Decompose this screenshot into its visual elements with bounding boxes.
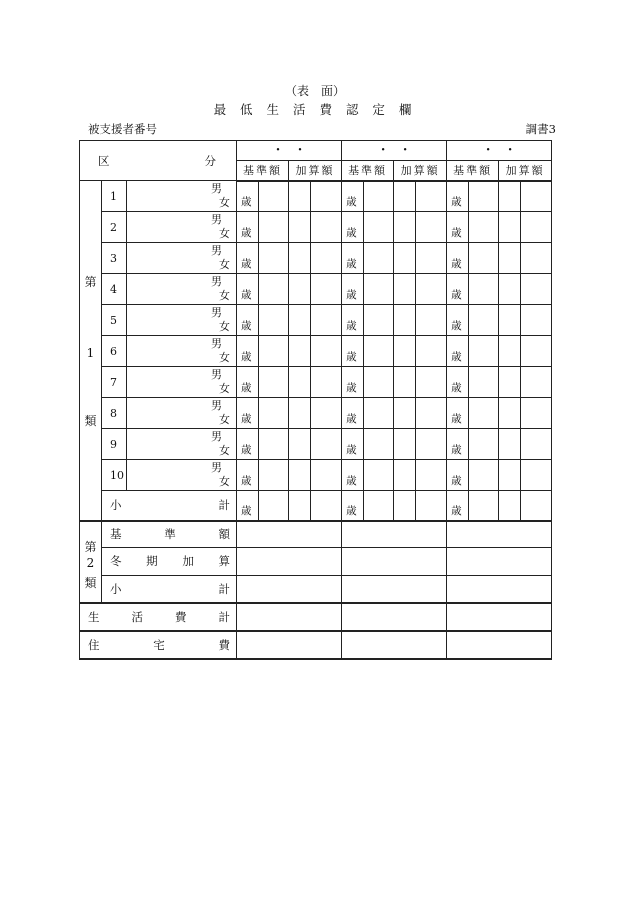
group1-label: 第 1 類: [80, 181, 102, 521]
person-number: 8: [102, 398, 127, 429]
kubun-header: 区 分: [80, 141, 237, 181]
kasan-input-cell[interactable]: [311, 460, 342, 491]
group2-value-cell[interactable]: [447, 548, 552, 575]
kijun-input-cell[interactable]: [469, 429, 499, 460]
kasan-input-cell[interactable]: [394, 212, 416, 243]
kasan-input-cell[interactable]: [521, 336, 552, 367]
person-number: 4: [102, 274, 127, 305]
kijun-input-cell[interactable]: [259, 491, 289, 521]
age-cell[interactable]: 歳: [342, 429, 364, 460]
table-row: [80, 521, 552, 548]
age-cell[interactable]: 歳: [342, 491, 364, 521]
kasan-header-1: 加算額: [289, 161, 342, 181]
kijun-input-cell[interactable]: [364, 305, 394, 336]
kasan-input-cell[interactable]: [311, 336, 342, 367]
age-cell[interactable]: 歳: [237, 491, 259, 521]
table-row: [80, 548, 552, 575]
age-cell[interactable]: 歳: [342, 336, 364, 367]
age-cell[interactable]: 歳: [237, 274, 259, 305]
form-side-label: （表 面）: [284, 84, 345, 98]
sex-cell[interactable]: 男 女: [127, 212, 237, 243]
person-number: 7: [102, 367, 127, 398]
group2-value-cell[interactable]: [237, 575, 342, 602]
sex-cell[interactable]: 男 女: [127, 460, 237, 491]
kijun-input-cell[interactable]: [364, 243, 394, 274]
table-row: [80, 631, 552, 659]
age-cell[interactable]: 歳: [342, 243, 364, 274]
kijun-input-cell[interactable]: [364, 274, 394, 305]
kijun-input-cell[interactable]: [469, 398, 499, 429]
kasan-input-cell[interactable]: [499, 274, 521, 305]
kasan-input-cell[interactable]: [521, 491, 552, 521]
sex-cell[interactable]: 男 女: [127, 429, 237, 460]
age-cell[interactable]: 歳: [447, 243, 469, 274]
kijun-input-cell[interactable]: [469, 336, 499, 367]
kasan-input-cell[interactable]: [289, 429, 311, 460]
kijun-input-cell[interactable]: [259, 274, 289, 305]
kasan-input-cell[interactable]: [289, 398, 311, 429]
housing-cost-label: 住 宅 費: [80, 631, 237, 659]
age-cell[interactable]: 歳: [342, 305, 364, 336]
kijun-input-cell[interactable]: [364, 491, 394, 521]
kasan-input-cell[interactable]: [311, 305, 342, 336]
kijun-header-2: 基準額: [342, 161, 394, 181]
sex-cell[interactable]: 男 女: [127, 336, 237, 367]
living-cost-total-value-cell[interactable]: [342, 603, 447, 631]
age-cell[interactable]: 歳: [447, 398, 469, 429]
kijun-input-cell[interactable]: [469, 305, 499, 336]
kasan-input-cell[interactable]: [394, 429, 416, 460]
kijun-input-cell[interactable]: [364, 336, 394, 367]
kasan-input-cell[interactable]: [289, 305, 311, 336]
kasan-input-cell[interactable]: [394, 367, 416, 398]
kasan-input-cell[interactable]: [289, 367, 311, 398]
person-number: 1: [102, 181, 127, 212]
table-row: [80, 460, 552, 491]
kasan-input-cell[interactable]: [311, 398, 342, 429]
kasan-input-cell[interactable]: [394, 181, 416, 212]
age-cell[interactable]: 歳: [237, 460, 259, 491]
document-code-label: 調書3: [525, 122, 556, 136]
table-row: [80, 181, 552, 212]
kijun-input-cell[interactable]: [469, 274, 499, 305]
age-cell[interactable]: 歳: [447, 429, 469, 460]
age-cell[interactable]: 歳: [237, 243, 259, 274]
age-cell[interactable]: 歳: [237, 429, 259, 460]
kijun-input-cell[interactable]: [364, 398, 394, 429]
recipient-number-label: 被支援者番号: [88, 122, 157, 136]
kasan-header-3: 加算額: [499, 161, 552, 181]
kasan-input-cell[interactable]: [394, 336, 416, 367]
kasan-input-cell[interactable]: [499, 243, 521, 274]
kasan-input-cell[interactable]: [499, 398, 521, 429]
age-cell[interactable]: 歳: [237, 367, 259, 398]
kijun-input-cell[interactable]: [259, 367, 289, 398]
person-number: 9: [102, 429, 127, 460]
kasan-input-cell[interactable]: [416, 460, 447, 491]
age-cell[interactable]: 歳: [342, 212, 364, 243]
kasan-input-cell[interactable]: [289, 460, 311, 491]
group2-value-cell[interactable]: [447, 521, 552, 548]
kasan-input-cell[interactable]: [499, 181, 521, 212]
kasan-input-cell[interactable]: [521, 429, 552, 460]
kasan-input-cell[interactable]: [394, 460, 416, 491]
kasan-input-cell[interactable]: [394, 491, 416, 521]
kasan-input-cell[interactable]: [416, 274, 447, 305]
group2-label: 第 2 類: [80, 521, 102, 603]
table-row: [80, 305, 552, 336]
minimum-living-cost-table: [79, 140, 552, 660]
kijun-input-cell[interactable]: [469, 243, 499, 274]
group2-value-cell[interactable]: [237, 521, 342, 548]
group2-value-cell[interactable]: [342, 548, 447, 575]
housing-cost-value-cell[interactable]: [237, 631, 342, 659]
kasan-input-cell[interactable]: [521, 243, 552, 274]
kasan-input-cell[interactable]: [521, 305, 552, 336]
age-cell[interactable]: 歳: [237, 181, 259, 212]
living-cost-total-value-cell[interactable]: [447, 603, 552, 631]
kasan-input-cell[interactable]: [499, 429, 521, 460]
age-cell[interactable]: 歳: [237, 398, 259, 429]
age-cell[interactable]: 歳: [342, 460, 364, 491]
group2-row-label: 基 準 額: [102, 521, 237, 548]
kijun-input-cell[interactable]: [259, 336, 289, 367]
date-cell-2[interactable]: ・ ・: [342, 141, 447, 161]
kijun-input-cell[interactable]: [259, 398, 289, 429]
kasan-input-cell[interactable]: [289, 336, 311, 367]
group2-row-label: 小 計: [102, 575, 237, 602]
person-number: 5: [102, 305, 127, 336]
kasan-input-cell[interactable]: [394, 398, 416, 429]
kasan-input-cell[interactable]: [499, 336, 521, 367]
kasan-input-cell[interactable]: [311, 181, 342, 212]
kijun-input-cell[interactable]: [259, 212, 289, 243]
age-cell[interactable]: 歳: [447, 274, 469, 305]
age-cell[interactable]: 歳: [447, 212, 469, 243]
kasan-input-cell[interactable]: [416, 243, 447, 274]
age-cell[interactable]: 歳: [237, 212, 259, 243]
person-number: 3: [102, 243, 127, 274]
age-cell[interactable]: 歳: [447, 336, 469, 367]
sex-cell[interactable]: 男 女: [127, 181, 237, 212]
kijun-input-cell[interactable]: [469, 460, 499, 491]
kasan-input-cell[interactable]: [499, 305, 521, 336]
kasan-input-cell[interactable]: [416, 181, 447, 212]
group2-value-cell[interactable]: [342, 575, 447, 602]
table-row: [80, 491, 552, 521]
group2-row-label: 冬 期 加 算: [102, 548, 237, 575]
kasan-input-cell[interactable]: [521, 367, 552, 398]
age-cell[interactable]: 歳: [237, 305, 259, 336]
table-row: [80, 367, 552, 398]
group1-subtotal-label: 小 計: [102, 491, 237, 521]
person-number: 10: [102, 460, 127, 491]
age-cell[interactable]: 歳: [447, 491, 469, 521]
kasan-input-cell[interactable]: [416, 367, 447, 398]
table-row: [80, 429, 552, 460]
kasan-input-cell[interactable]: [311, 429, 342, 460]
kasan-input-cell[interactable]: [499, 460, 521, 491]
kijun-input-cell[interactable]: [364, 212, 394, 243]
kijun-input-cell[interactable]: [259, 243, 289, 274]
age-cell[interactable]: 歳: [447, 305, 469, 336]
kijun-input-cell[interactable]: [259, 305, 289, 336]
sex-cell[interactable]: 男 女: [127, 305, 237, 336]
kasan-input-cell[interactable]: [521, 212, 552, 243]
kasan-input-cell[interactable]: [311, 243, 342, 274]
form-title: 最 低 生 活 費 認 定 欄: [213, 102, 417, 117]
kasan-input-cell[interactable]: [289, 491, 311, 521]
kasan-input-cell[interactable]: [289, 243, 311, 274]
group2-value-cell[interactable]: [237, 548, 342, 575]
kasan-input-cell[interactable]: [394, 305, 416, 336]
kasan-input-cell[interactable]: [289, 274, 311, 305]
table-row: [80, 274, 552, 305]
kijun-input-cell[interactable]: [259, 460, 289, 491]
living-cost-total-value-cell[interactable]: [237, 603, 342, 631]
age-cell[interactable]: 歳: [342, 367, 364, 398]
sex-cell[interactable]: 男 女: [127, 367, 237, 398]
kasan-input-cell[interactable]: [521, 398, 552, 429]
kijun-input-cell[interactable]: [259, 429, 289, 460]
age-cell[interactable]: 歳: [342, 274, 364, 305]
kasan-input-cell[interactable]: [521, 460, 552, 491]
table-row: [80, 603, 552, 631]
kasan-input-cell[interactable]: [499, 491, 521, 521]
kijun-input-cell[interactable]: [364, 460, 394, 491]
date-cell-3[interactable]: ・ ・: [447, 141, 552, 161]
kijun-input-cell[interactable]: [469, 212, 499, 243]
housing-cost-value-cell[interactable]: [342, 631, 447, 659]
kijun-input-cell[interactable]: [469, 367, 499, 398]
group2-value-cell[interactable]: [342, 521, 447, 548]
kasan-input-cell[interactable]: [311, 212, 342, 243]
person-number: 2: [102, 212, 127, 243]
kijun-header-3: 基準額: [447, 161, 499, 181]
kasan-header-2: 加算額: [394, 161, 447, 181]
age-cell[interactable]: 歳: [342, 181, 364, 212]
kasan-input-cell[interactable]: [416, 429, 447, 460]
sex-cell[interactable]: 男 女: [127, 398, 237, 429]
kasan-input-cell[interactable]: [416, 305, 447, 336]
kasan-input-cell[interactable]: [521, 181, 552, 212]
kasan-input-cell[interactable]: [289, 212, 311, 243]
table-row: [80, 336, 552, 367]
age-cell[interactable]: 歳: [237, 336, 259, 367]
table-row: [80, 243, 552, 274]
kasan-input-cell[interactable]: [499, 367, 521, 398]
age-cell[interactable]: 歳: [447, 460, 469, 491]
age-cell[interactable]: 歳: [447, 181, 469, 212]
kasan-input-cell[interactable]: [416, 336, 447, 367]
kasan-input-cell[interactable]: [499, 212, 521, 243]
kasan-input-cell[interactable]: [394, 274, 416, 305]
kijun-input-cell[interactable]: [364, 429, 394, 460]
group2-value-cell[interactable]: [447, 575, 552, 602]
table-row: [80, 575, 552, 602]
kasan-input-cell[interactable]: [416, 491, 447, 521]
kasan-input-cell[interactable]: [521, 274, 552, 305]
kijun-header-1: 基準額: [237, 161, 289, 181]
table-row: [80, 212, 552, 243]
sex-cell[interactable]: 男 女: [127, 243, 237, 274]
kijun-input-cell[interactable]: [364, 367, 394, 398]
kasan-input-cell[interactable]: [416, 212, 447, 243]
kasan-input-cell[interactable]: [289, 181, 311, 212]
kijun-input-cell[interactable]: [469, 491, 499, 521]
kijun-input-cell[interactable]: [259, 181, 289, 212]
person-number: 6: [102, 336, 127, 367]
kasan-input-cell[interactable]: [311, 367, 342, 398]
kasan-input-cell[interactable]: [416, 398, 447, 429]
kijun-input-cell[interactable]: [469, 181, 499, 212]
kasan-input-cell[interactable]: [394, 243, 416, 274]
kijun-input-cell[interactable]: [364, 181, 394, 212]
kasan-input-cell[interactable]: [311, 491, 342, 521]
age-cell[interactable]: 歳: [342, 398, 364, 429]
living-cost-total-label: 生 活 費 計: [80, 603, 237, 631]
date-cell-1[interactable]: ・ ・: [237, 141, 342, 161]
kasan-input-cell[interactable]: [311, 274, 342, 305]
age-cell[interactable]: 歳: [447, 367, 469, 398]
housing-cost-value-cell[interactable]: [447, 631, 552, 659]
sex-cell[interactable]: 男 女: [127, 274, 237, 305]
table-row: [80, 398, 552, 429]
